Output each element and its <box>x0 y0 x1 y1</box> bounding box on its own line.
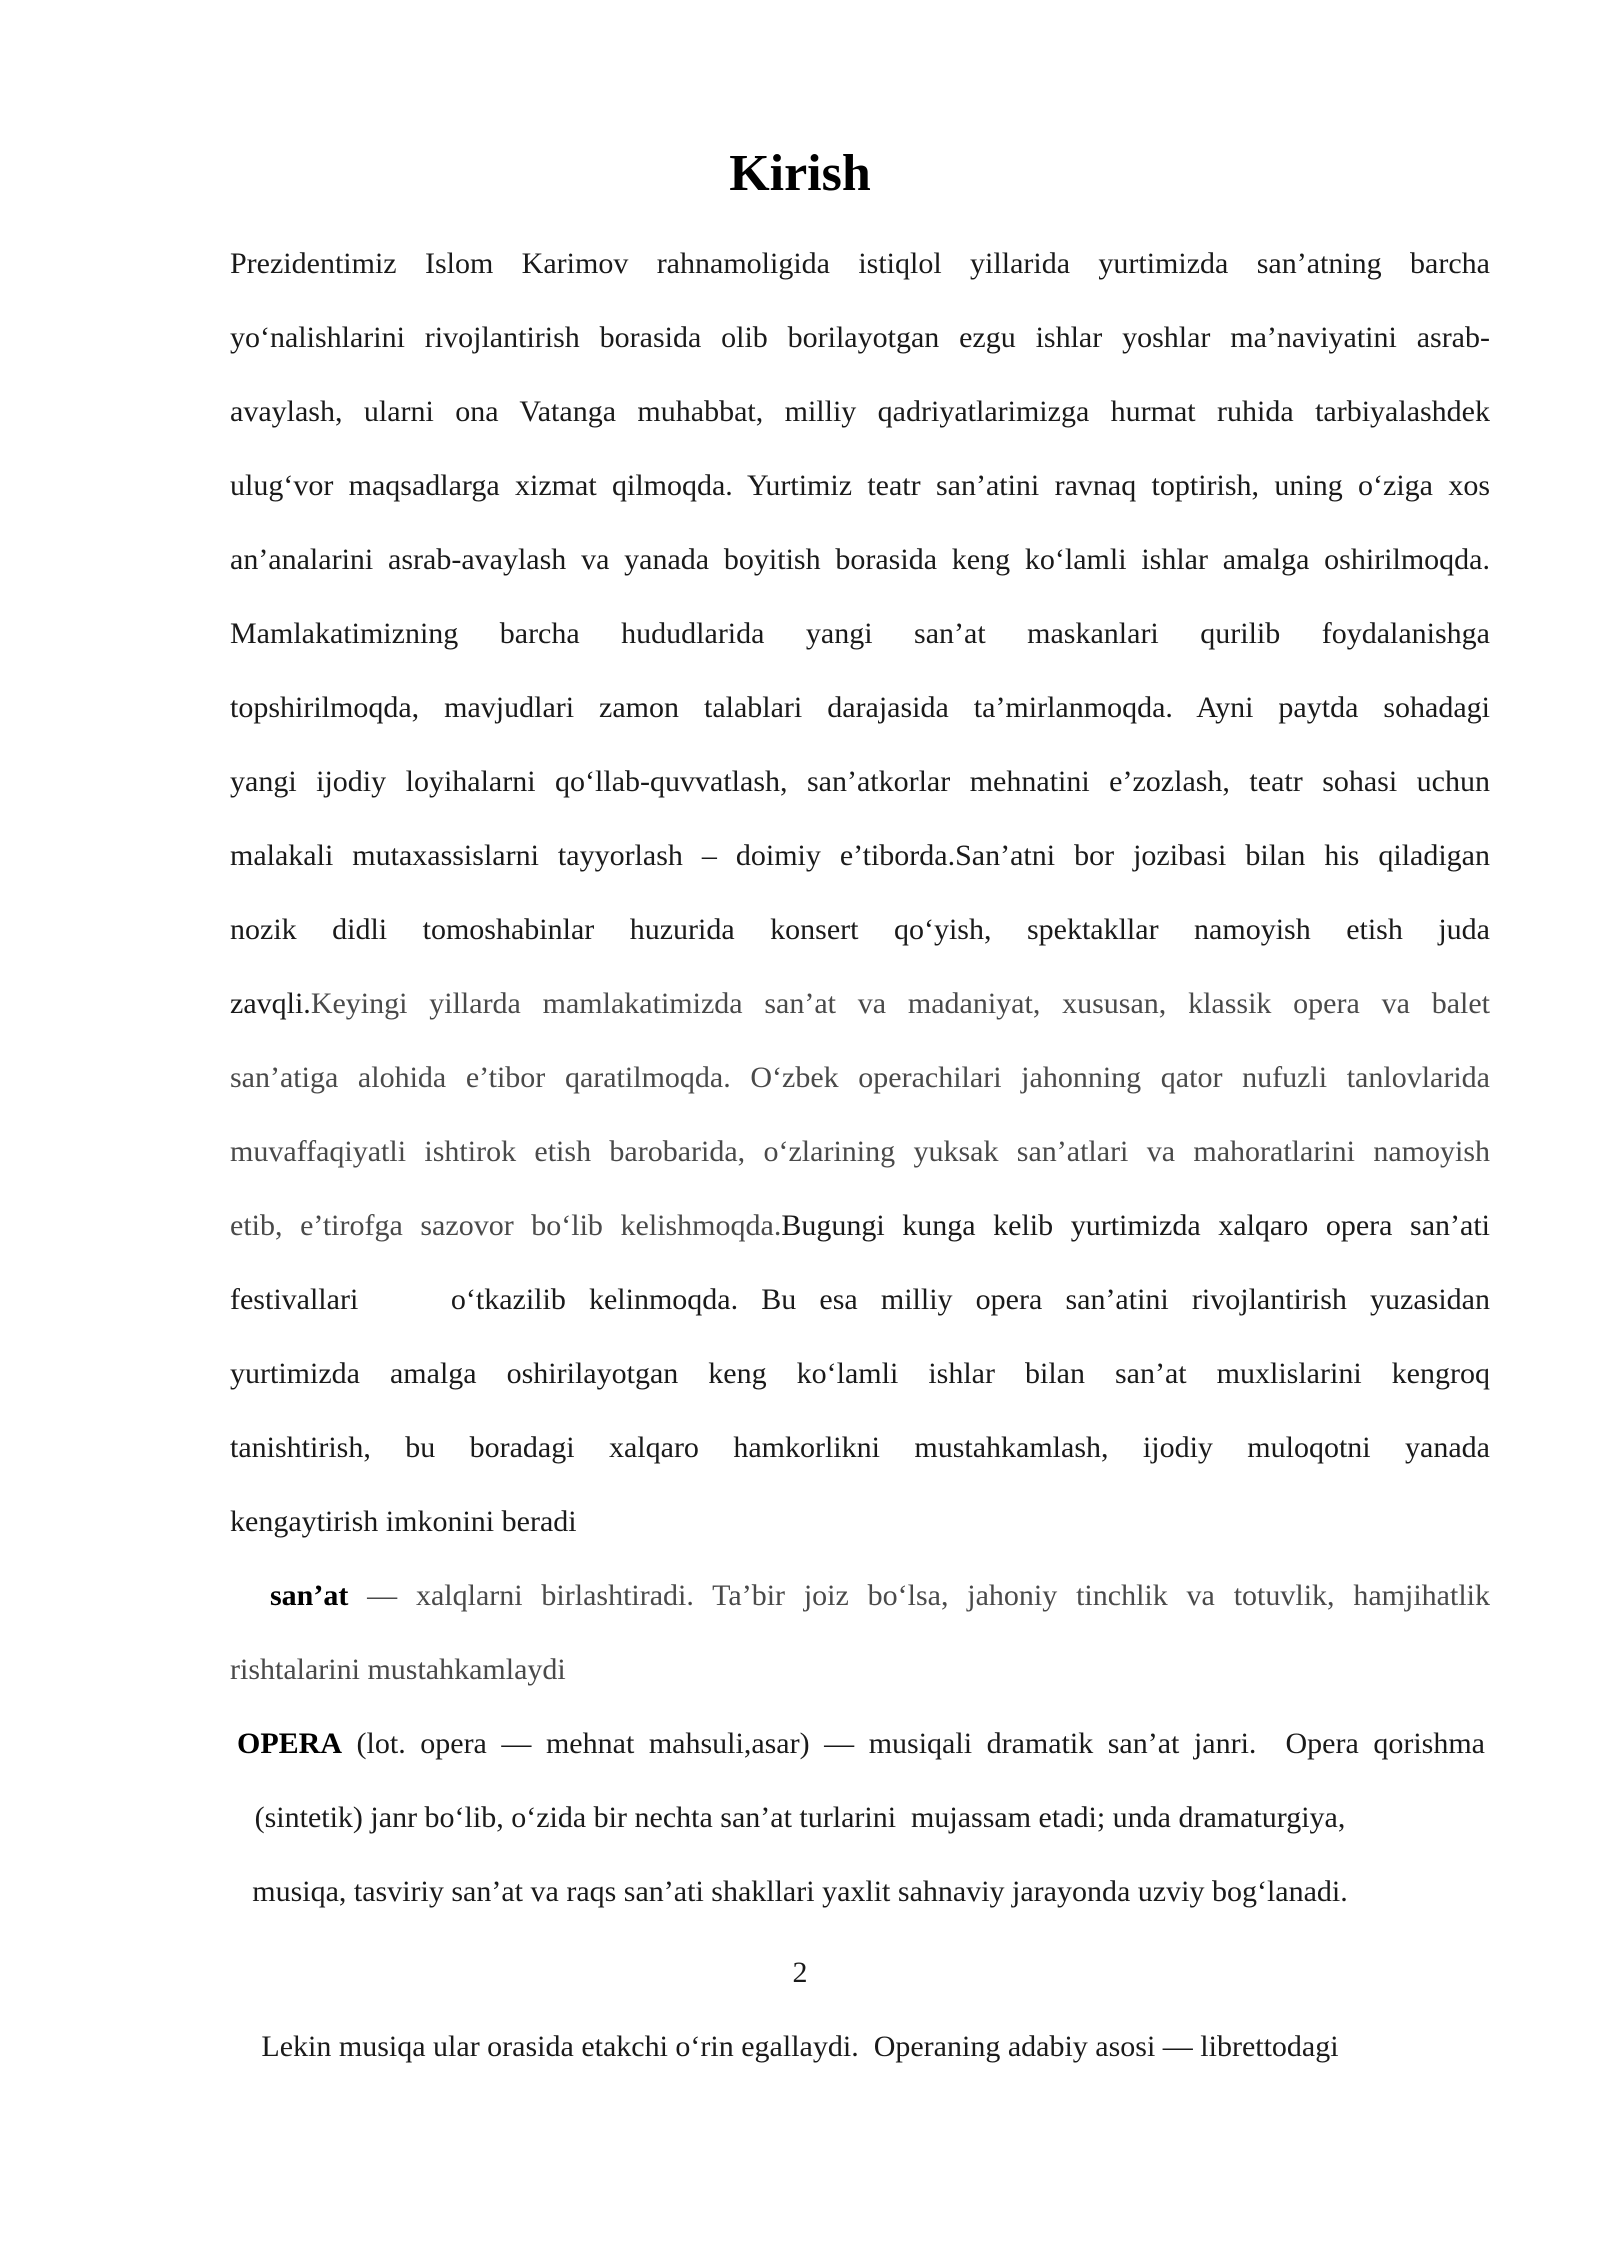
paragraph-line: festivallari o‘tkazilib kelinmoqda. Bu esa milliy opera san’atini rivojlantirish yuzasidan <box>230 1283 1490 1316</box>
definition-line: musiqa, tasviriy san’at va raqs san’ati shakllari yaxlit sahnaviy jarayonda uzviy bog‘lanadi. <box>252 1875 1348 1908</box>
text-segment: — xalqlarni birlashtiradi. Ta’bir joiz bo‘lsa, jahoniy tinchlik va totuvlik, hamjihatlik <box>348 1579 1490 1612</box>
paragraph-line: Mamlakatimizning barcha hududlarida yangi san’at maskanlari qurilib foydalanishga <box>230 617 1490 650</box>
paragraph-line: yangi ijodiy loyihalarni qo‘llab-quvvatlash, san’atkorlar mehnatini e’zozlash, teatr sohasi uchun <box>230 765 1490 798</box>
paragraph-line: avaylash, ularni ona Vatanga muhabbat, milliy qadriyatlarimizga hurmat ruhida tarbiyalashdek <box>230 395 1490 428</box>
paragraph-line: topshirilmoqda, mavjudlari zamon talablari darajasida ta’mirlanmoqda. Ayni paytda sohadagi <box>230 691 1490 724</box>
paragraph-line: malakali mutaxassislarni tayyorlash – doimiy e’tiborda.San’atni bor jozibasi bilan his qiladigan <box>230 839 1490 872</box>
paragraph-line: san’atiga alohida e’tibor qaratilmoqda. O‘zbek operachilari jahonning qator nufuzli tanlovlarida <box>230 1061 1490 1094</box>
definition-line: (sintetik) janr bo‘lib, o‘zida bir nechta san’at turlarini mujassam etadi; unda dramaturgiya, <box>254 1801 1346 1834</box>
paragraph-line: kengaytirish imkonini beradi <box>230 1505 577 1538</box>
paragraph-line: yurtimizda amalga oshirilayotgan keng ko‘lamli ishlar bilan san’at muxlislarini kengroq <box>230 1357 1490 1390</box>
paragraph-line <box>230 1211 1490 1241</box>
page-title: Kirish <box>729 145 871 202</box>
text-segment: zavqli. <box>230 987 311 1020</box>
paragraph-line: yo‘nalishlarini rivojlantirish borasida olib borilayotgan ezgu ishlar yoshlar ma’naviyatini asrab- <box>230 321 1490 354</box>
definition-line <box>270 1581 1490 1611</box>
next-page-line: Lekin musiqa ular orasida etakchi o‘rin egallaydi. Operaning adabiy asosi — librettodagi <box>261 2030 1339 2063</box>
text-segment: (lot. opera — mehnat mahsuli,asar) — musiqali dramatik san’at janri. Opera qorishma <box>342 1727 1485 1760</box>
text-segment: Keyingi yillarda mamlakatimizda san’at va madaniyat, xususan, klassik opera va balet <box>310 987 1490 1020</box>
paragraph-line: an’analarini asrab-avaylash va yanada boyitish borasida keng ko‘lamli ishlar amalga oshirilmoqda. <box>230 543 1490 576</box>
definition-term: OPERA <box>237 1727 342 1760</box>
definition-line <box>237 1729 1485 1759</box>
paragraph-line: tanishtirish, bu boradagi xalqaro hamkorlikni mustahkamlash, ijodiy muloqotni yanada <box>230 1431 1490 1464</box>
text-segment: Bugungi kunga kelib yurtimizda xalqaro opera san’ati <box>781 1209 1490 1242</box>
page-number: 2 <box>792 1956 808 1989</box>
paragraph-line <box>230 989 1490 1019</box>
paragraph-line: Prezidentimiz Islom Karimov rahnamoligida istiqlol yillarida yurtimizda san’atning barcha <box>230 247 1490 280</box>
definition-line: rishtalarini mustahkamlaydi <box>230 1653 566 1686</box>
definition-term: san’at <box>270 1579 349 1612</box>
paragraph-line: muvaffaqiyatli ishtirok etish barobarida, o‘zlarining yuksak san’atlari va mahoratlarini namoyish <box>230 1135 1490 1168</box>
text-segment: etib, e’tirofga sazovor bo‘lib kelishmoqda. <box>230 1209 782 1242</box>
paragraph-line: ulug‘vor maqsadlarga xizmat qilmoqda. Yurtimiz teatr san’atini ravnaq toptirish, uning o‘ziga xos <box>230 469 1490 502</box>
paragraph-line: nozik didli tomoshabinlar huzurida konsert qo‘yish, spektakllar namoyish etish juda <box>230 913 1490 946</box>
